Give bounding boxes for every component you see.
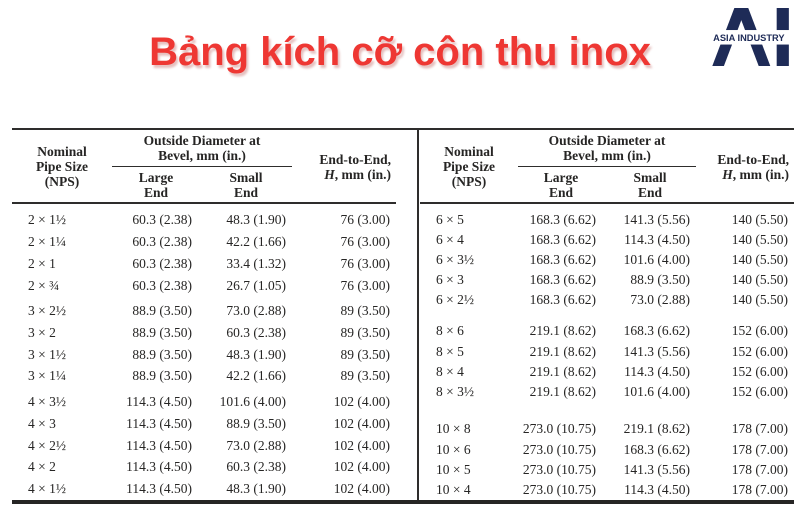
cell-large-end: 168.3 (6.62) bbox=[529, 231, 596, 247]
cell-end-to-end: 140 (5.50) bbox=[731, 272, 788, 287]
col-header-large-end: Large End bbox=[112, 167, 200, 204]
col-header-end-to-end: End-to-End, H, mm (in.) bbox=[292, 130, 396, 203]
cell-end-to-end: 102 (4.00) bbox=[333, 437, 390, 453]
table-row bbox=[12, 344, 396, 366]
cell-end-to-end: 102 (4.00) bbox=[333, 394, 390, 410]
cell-large-end: 168.3 (6.62) bbox=[529, 272, 596, 287]
cell-large-end: 60.3 (2.38) bbox=[132, 234, 192, 250]
cell-large-end: 219.1 (8.62) bbox=[529, 383, 596, 399]
cell-nps: 3 × 2½ bbox=[28, 303, 66, 319]
col-header-nps: Nominal Pipe Size (NPS) bbox=[12, 130, 112, 203]
col-header-outside-diameter: Outside Diameter at Bevel, mm (in.) bbox=[518, 130, 696, 167]
cell-nps: 2 × 1 bbox=[28, 255, 56, 271]
cell-small-end: 73.0 (2.88) bbox=[226, 437, 286, 453]
table-row bbox=[12, 275, 396, 297]
cell-large-end: 114.3 (4.50) bbox=[126, 459, 192, 475]
table-header-left bbox=[12, 130, 396, 203]
table-row bbox=[12, 456, 396, 478]
cell-small-end: 48.3 (1.90) bbox=[226, 481, 286, 497]
cell-nps: 3 × 2 bbox=[28, 325, 56, 341]
table-header-right bbox=[420, 130, 794, 203]
cell-large-end: 88.9 (3.50) bbox=[132, 346, 192, 362]
cell-small-end: 48.3 (1.90) bbox=[226, 346, 286, 362]
cell-end-to-end: 76 (3.00) bbox=[340, 255, 390, 271]
table-row bbox=[420, 203, 794, 229]
reducer-size-tables bbox=[12, 128, 794, 504]
cell-large-end: 168.3 (6.62) bbox=[529, 211, 596, 227]
cell-large-end: 88.9 (3.50) bbox=[132, 368, 192, 384]
cell-nps: 2 × ¾ bbox=[28, 277, 60, 293]
cell-nps: 4 × 2½ bbox=[28, 437, 66, 453]
cell-nps: 8 × 6 bbox=[436, 323, 464, 339]
cell-small-end: 141.3 (5.56) bbox=[623, 211, 690, 227]
cell-nps: 10 × 6 bbox=[436, 441, 471, 457]
table-row bbox=[420, 230, 794, 250]
cell-small-end: 101.6 (4.00) bbox=[623, 383, 690, 399]
cell-small-end: 42.2 (1.66) bbox=[226, 368, 286, 384]
cell-large-end: 273.0 (10.75) bbox=[522, 481, 596, 497]
cell-nps: 4 × 1½ bbox=[28, 481, 66, 497]
cell-end-to-end: 152 (6.00) bbox=[731, 343, 788, 359]
cell-small-end: 168.3 (6.62) bbox=[623, 323, 690, 339]
cell-small-end: 48.3 (1.90) bbox=[226, 212, 286, 228]
cell-end-to-end: 76 (3.00) bbox=[340, 234, 390, 250]
cell-nps: 10 × 8 bbox=[436, 421, 471, 437]
cell-large-end: 219.1 (8.62) bbox=[529, 323, 596, 339]
cell-end-to-end: 152 (6.00) bbox=[731, 383, 788, 399]
cell-end-to-end: 76 (3.00) bbox=[340, 212, 390, 228]
cell-end-to-end: 102 (4.00) bbox=[333, 415, 390, 431]
cell-nps: 6 × 3½ bbox=[436, 251, 474, 267]
cell-small-end: 114.3 (4.50) bbox=[624, 231, 690, 247]
cell-nps: 6 × 4 bbox=[436, 231, 464, 247]
table-row bbox=[420, 250, 794, 270]
table-row bbox=[420, 290, 794, 310]
cell-nps: 2 × 1½ bbox=[28, 212, 66, 228]
table-row bbox=[420, 382, 794, 402]
table-row bbox=[12, 413, 396, 435]
cell-nps: 10 × 5 bbox=[436, 461, 471, 477]
table-row bbox=[420, 310, 794, 341]
cell-end-to-end: 76 (3.00) bbox=[340, 277, 390, 293]
cell-large-end: 88.9 (3.50) bbox=[132, 303, 192, 319]
table-row bbox=[12, 366, 396, 388]
cell-large-end: 168.3 (6.62) bbox=[529, 251, 596, 267]
cell-small-end: 101.6 (4.00) bbox=[623, 251, 690, 267]
cell-small-end: 88.9 (3.50) bbox=[226, 415, 286, 431]
cell-nps: 4 × 3½ bbox=[28, 394, 66, 410]
table-row bbox=[420, 402, 794, 440]
col-header-small-end: Small End bbox=[604, 167, 696, 204]
cell-small-end: 60.3 (2.38) bbox=[226, 459, 286, 475]
asia-industry-logo bbox=[706, 8, 794, 66]
cell-small-end: 168.3 (6.62) bbox=[623, 441, 690, 457]
table-row bbox=[12, 296, 396, 322]
cell-large-end: 114.3 (4.50) bbox=[126, 481, 192, 497]
cell-large-end: 114.3 (4.50) bbox=[126, 415, 192, 431]
cell-end-to-end: 102 (4.00) bbox=[333, 459, 390, 475]
col-header-outside-diameter: Outside Diameter at Bevel, mm (in.) bbox=[112, 130, 292, 167]
cell-large-end: 219.1 (8.62) bbox=[529, 343, 596, 359]
cell-large-end: 88.9 (3.50) bbox=[132, 325, 192, 341]
cell-large-end: 273.0 (10.75) bbox=[522, 461, 596, 477]
cell-nps: 10 × 4 bbox=[436, 481, 471, 497]
cell-end-to-end: 152 (6.00) bbox=[731, 363, 788, 379]
cell-large-end: 114.3 (4.50) bbox=[126, 394, 192, 410]
table-row bbox=[420, 270, 794, 290]
table-row bbox=[12, 231, 396, 253]
table-row bbox=[12, 253, 396, 275]
col-header-large-end: Large End bbox=[518, 167, 604, 204]
cell-large-end: 114.3 (4.50) bbox=[126, 437, 192, 453]
logo-label: ASIA INDUSTRY bbox=[713, 33, 785, 44]
cell-small-end: 101.6 (4.00) bbox=[219, 394, 286, 410]
table-row bbox=[12, 435, 396, 457]
cell-end-to-end: 102 (4.00) bbox=[333, 481, 390, 497]
cell-end-to-end: 178 (7.00) bbox=[731, 441, 788, 457]
table-row bbox=[420, 480, 794, 500]
col-header-nps: Nominal Pipe Size (NPS) bbox=[420, 130, 518, 203]
cell-large-end: 168.3 (6.62) bbox=[529, 292, 596, 308]
table-row bbox=[12, 478, 396, 500]
cell-large-end: 60.3 (2.38) bbox=[132, 255, 192, 271]
cell-large-end: 273.0 (10.75) bbox=[522, 421, 596, 437]
cell-end-to-end: 89 (3.50) bbox=[340, 303, 390, 319]
cell-nps: 6 × 2½ bbox=[436, 292, 474, 308]
table-row bbox=[420, 440, 794, 460]
cell-nps: 3 × 1¼ bbox=[28, 368, 66, 384]
cell-nps: 8 × 3½ bbox=[436, 383, 474, 399]
ai-monogram-icon bbox=[706, 8, 794, 66]
cell-nps: 4 × 2 bbox=[28, 459, 56, 475]
table-row bbox=[12, 387, 396, 413]
cell-large-end: 273.0 (10.75) bbox=[522, 441, 596, 457]
cell-small-end: 141.3 (5.56) bbox=[623, 461, 690, 477]
cell-end-to-end: 140 (5.50) bbox=[731, 231, 788, 247]
cell-small-end: 114.3 (4.50) bbox=[624, 363, 690, 379]
cell-end-to-end: 140 (5.50) bbox=[731, 251, 788, 267]
table-divider bbox=[417, 130, 419, 500]
cell-small-end: 88.9 (3.50) bbox=[630, 272, 690, 287]
reducer-table-right bbox=[420, 130, 794, 500]
cell-end-to-end: 89 (3.50) bbox=[340, 325, 390, 341]
cell-nps: 4 × 3 bbox=[28, 415, 56, 431]
col-header-small-end: Small End bbox=[200, 167, 292, 204]
cell-nps: 3 × 1½ bbox=[28, 346, 66, 362]
cell-end-to-end: 178 (7.00) bbox=[731, 481, 788, 497]
cell-small-end: 114.3 (4.50) bbox=[624, 481, 690, 497]
cell-nps: 8 × 5 bbox=[436, 343, 464, 359]
cell-end-to-end: 178 (7.00) bbox=[731, 421, 788, 437]
cell-nps: 2 × 1¼ bbox=[28, 234, 66, 250]
cell-small-end: 73.0 (2.88) bbox=[630, 292, 690, 308]
cell-small-end: 26.7 (1.05) bbox=[226, 277, 286, 293]
cell-large-end: 60.3 (2.38) bbox=[132, 212, 192, 228]
reducer-table-left bbox=[12, 130, 396, 500]
cell-nps: 6 × 3 bbox=[436, 272, 464, 287]
cell-end-to-end: 89 (3.50) bbox=[340, 368, 390, 384]
table-row bbox=[420, 362, 794, 382]
table-row bbox=[420, 460, 794, 480]
cell-large-end: 60.3 (2.38) bbox=[132, 277, 192, 293]
cell-small-end: 60.3 (2.38) bbox=[226, 325, 286, 341]
page-title: Bảng kích cỡ côn thu inox bbox=[149, 30, 651, 74]
table-row bbox=[420, 342, 794, 362]
cell-small-end: 73.0 (2.88) bbox=[226, 303, 286, 319]
table-row bbox=[12, 322, 396, 344]
cell-nps: 8 × 4 bbox=[436, 363, 464, 379]
cell-large-end: 219.1 (8.62) bbox=[529, 363, 596, 379]
cell-end-to-end: 140 (5.50) bbox=[731, 292, 788, 308]
cell-end-to-end: 152 (6.00) bbox=[731, 323, 788, 339]
cell-small-end: 33.4 (1.32) bbox=[226, 255, 286, 271]
cell-small-end: 219.1 (8.62) bbox=[623, 421, 690, 437]
cell-end-to-end: 178 (7.00) bbox=[731, 461, 788, 477]
table-row bbox=[12, 203, 396, 231]
col-header-end-to-end: End-to-End, H, mm (in.) bbox=[696, 130, 794, 203]
cell-small-end: 42.2 (1.66) bbox=[226, 234, 286, 250]
cell-small-end: 141.3 (5.56) bbox=[623, 343, 690, 359]
cell-end-to-end: 89 (3.50) bbox=[340, 346, 390, 362]
cell-end-to-end: 140 (5.50) bbox=[731, 211, 788, 227]
cell-nps: 6 × 5 bbox=[436, 211, 464, 227]
